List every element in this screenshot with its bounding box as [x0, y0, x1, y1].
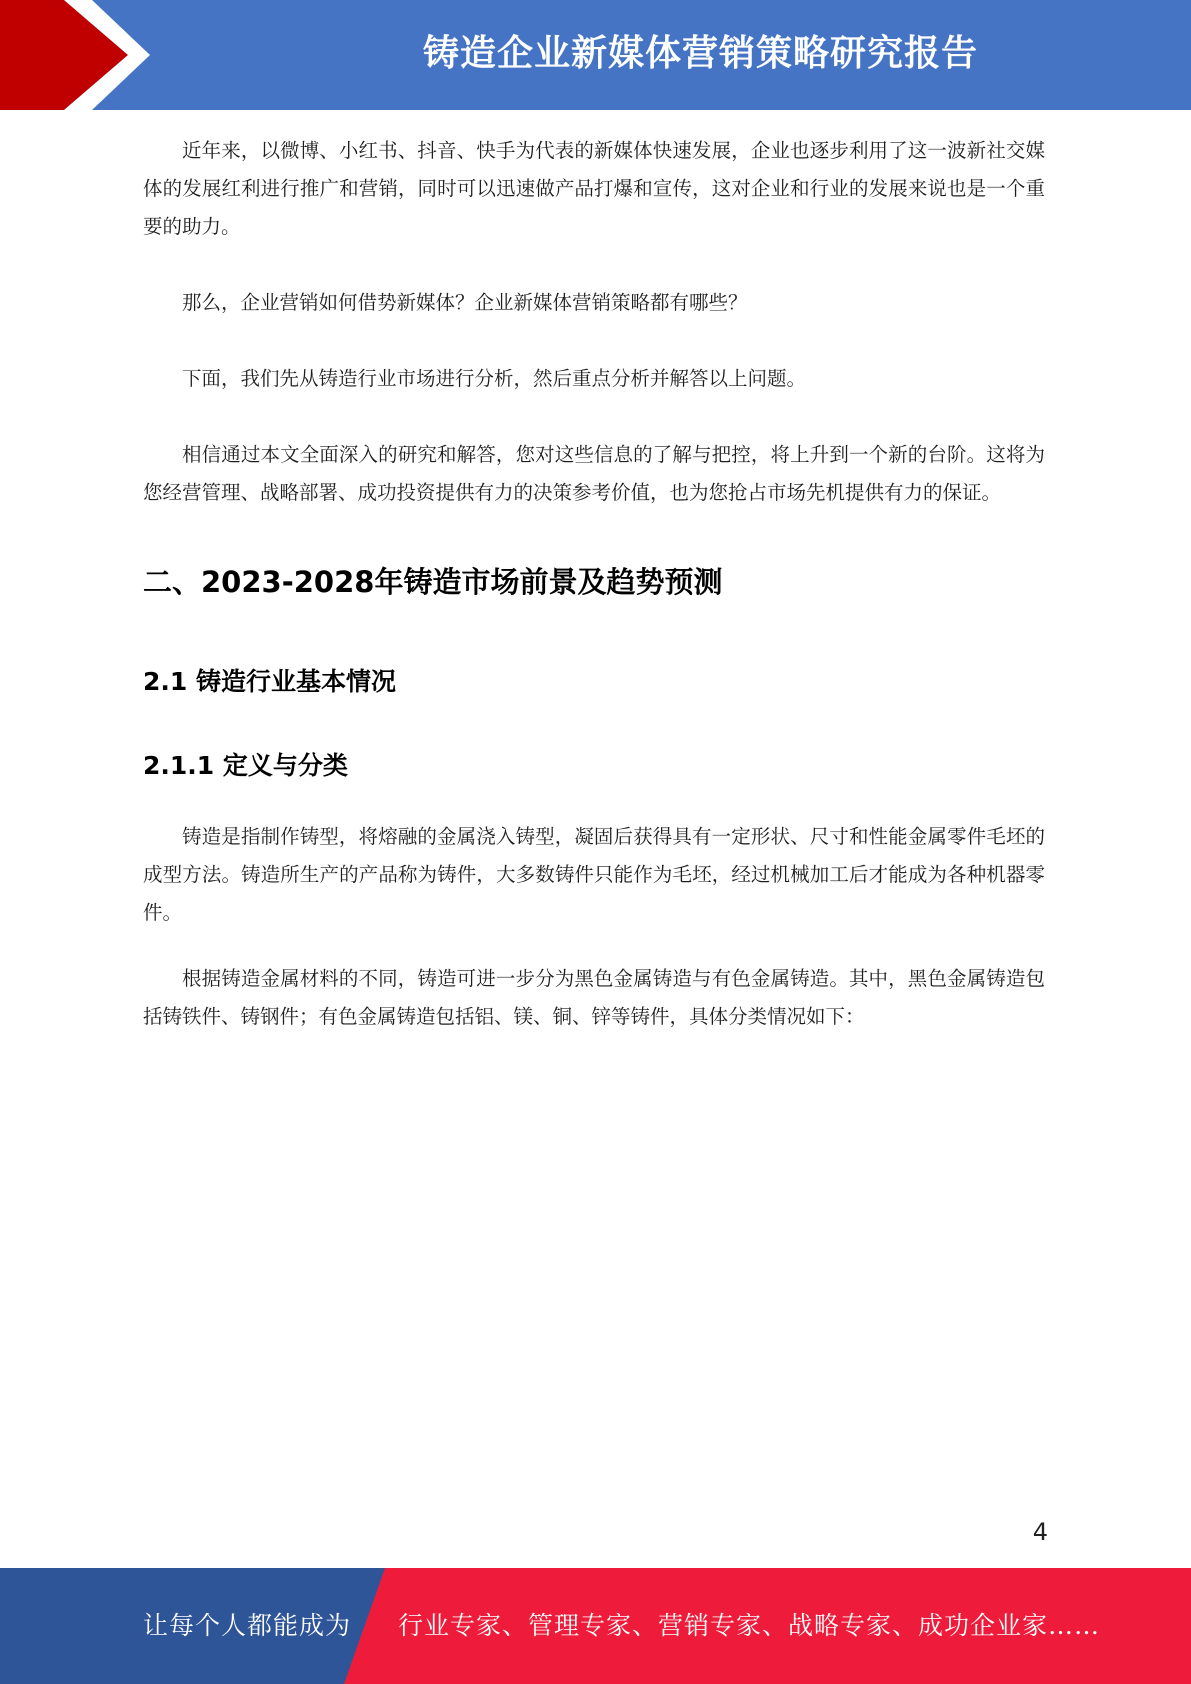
- paragraph-intro: 近年来，以微博、小红书、抖音、快手为代表的新媒体快速发展，企业也逐步利用了这一波新社交媒体的发展红利进行推广和营销，同时可以迅速做产品打爆和宣传，这对企业和行业的发展来说也是一个重要的助力。: [143, 139, 1045, 238]
- paragraph-definition: 铸造是指制作铸型，将熔融的金属浇入铸型，凝固后获得具有一定形状、尺寸和性能金属零件毛坯的成型方法。铸造所生产的产品称为铸件，大多数铸件只能作为毛坯，经过机械加工后才能成为各种机器零件。: [143, 825, 1045, 924]
- footer-slogan-left: 让每个人都能成为: [143, 1611, 352, 1640]
- footer-slogan-right: 行业专家、管理专家、营销专家、战略专家、成功企业家……: [398, 1611, 1101, 1640]
- paragraph-question: 那么，企业营销如何借势新媒体？企业新媒体营销策略都有哪些？: [182, 291, 748, 314]
- page-header: [0, 0, 1191, 110]
- paragraph-value: 相信通过本文全面深入的研究和解答，您对这些信息的了解与把控，将上升到一个新的台阶。这将为您经营管理、战略部署、成功投资提供有力的决策参考价值，也为您抢占市场先机提供有力的保证。: [143, 443, 1045, 504]
- paragraph-classification: 根据铸造金属材料的不同，铸造可进一步分为黑色金属铸造与有色金属铸造。其中，黑色金属铸造包括铸铁件、铸钢件；有色金属铸造包括铝、镁、铜、锌等铸件，具体分类情况如下：: [143, 967, 1045, 1028]
- document-body: [143, 132, 1045, 1036]
- section-heading: 二、2023-2028年铸造市场前景及趋势预测: [143, 565, 723, 599]
- subsection-heading: 2.1 铸造行业基本情况: [143, 667, 396, 696]
- document-title: 铸造企业新媒体营销策略研究报告: [422, 33, 978, 74]
- paragraph-outline: 下面，我们先从铸造行业市场进行分析，然后重点分析并解答以上问题。: [182, 367, 807, 390]
- page-number: 4: [1032, 1518, 1048, 1546]
- page-footer: [0, 1568, 1191, 1684]
- subsubsection-heading: 2.1.1 定义与分类: [143, 751, 348, 780]
